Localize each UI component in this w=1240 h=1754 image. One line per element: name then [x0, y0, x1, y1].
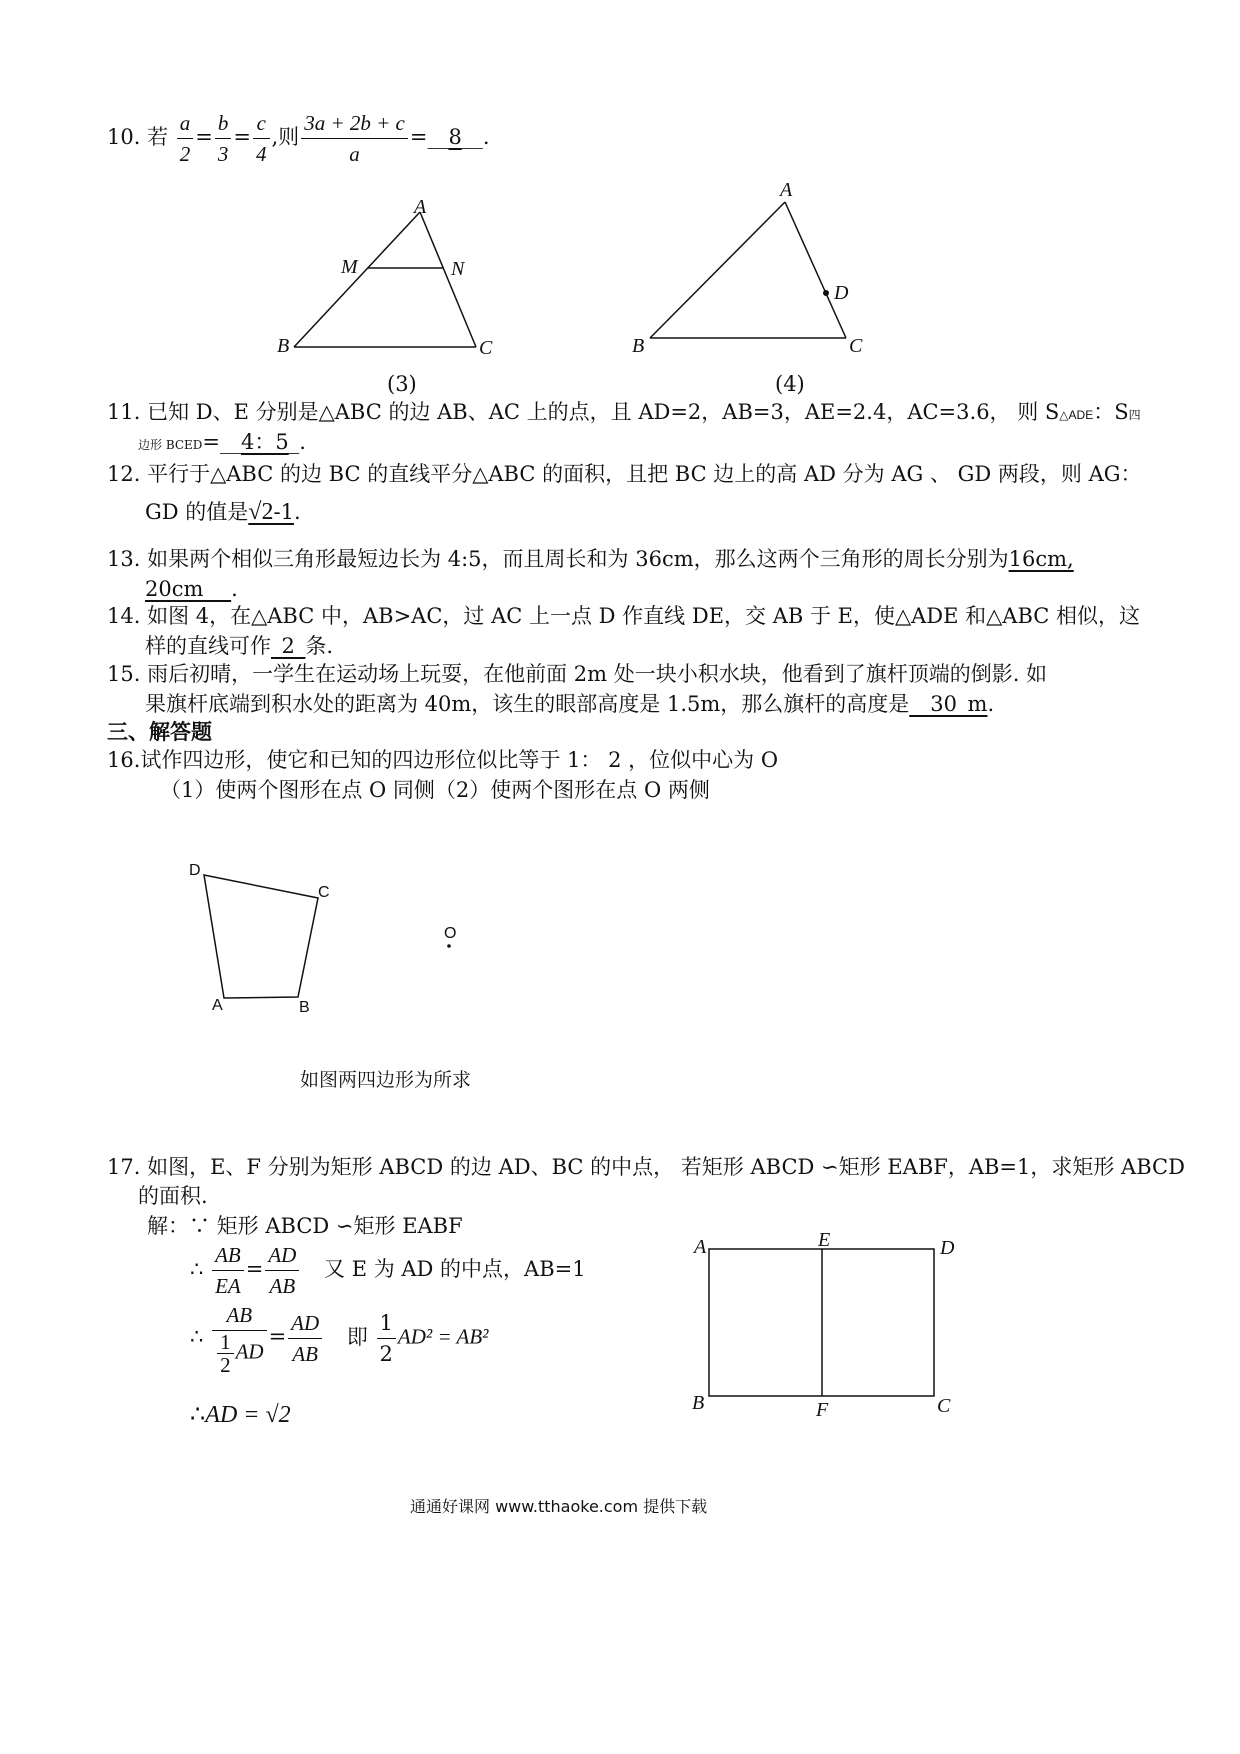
- period: _.: [288, 430, 306, 454]
- denominator: 2: [179, 142, 191, 166]
- fraction-ab-ea: [212, 1240, 244, 1301]
- quadrilateral-figure: [180, 860, 480, 1020]
- label-f: F: [816, 1399, 829, 1421]
- solution-note: 又 E 为 AD 的中点，AB=1: [324, 1257, 586, 1281]
- therefore-symbol: ∴: [190, 1257, 204, 1281]
- label-n: N: [451, 258, 465, 280]
- label-d: D: [834, 282, 849, 304]
- denominator: AB: [269, 1274, 296, 1298]
- center-point-o: [447, 944, 451, 948]
- numerator: AB: [212, 1240, 244, 1271]
- answer: -1: [273, 500, 294, 524]
- question-12: 12. 平行于△ABC 的边 BC 的直线平分△ABC 的面积，且把 BC 边上的高 AD 分为 AG 、 GD 两段，则 AG：: [107, 462, 1142, 486]
- question-11-line2: [138, 428, 306, 459]
- denominator: 2: [379, 1341, 393, 1366]
- period: .: [231, 577, 238, 601]
- numerator: a: [177, 108, 194, 139]
- point-d: [823, 290, 829, 296]
- label-c: C: [849, 335, 863, 357]
- label-d: D: [940, 1237, 955, 1259]
- numerator: AD: [288, 1308, 322, 1339]
- question-16-line2: （1）使两个图形在点 O 同侧（2）使两个图形在点 O 两侧: [160, 778, 710, 802]
- therefore-symbol: ∴: [190, 1324, 204, 1349]
- question-11: [107, 398, 1141, 429]
- answer-2: 20cm __: [145, 577, 232, 601]
- label-b: B: [692, 1392, 705, 1414]
- figure-4-caption: (4): [775, 372, 805, 396]
- label-b: B: [632, 335, 645, 357]
- answer: __30_m: [909, 692, 988, 716]
- question-16: 16.试作四边形，使它和已知的四边形位似比等于 1： 2 ，位似中心为 O: [107, 748, 779, 772]
- q12-text: GD 的值是: [145, 500, 249, 524]
- label-c: C: [479, 337, 493, 359]
- figure-caption: 如图两四边形为所求: [300, 1069, 472, 1091]
- figure-3-caption: (3): [387, 372, 417, 396]
- equals: =__: [202, 430, 242, 454]
- label-c: C: [937, 1395, 951, 1417]
- label-a: A: [780, 179, 793, 201]
- fraction-one-half: [217, 1331, 234, 1376]
- label-c: C: [318, 884, 330, 901]
- label-a: A: [694, 1236, 707, 1258]
- q11-subscript-ade: △ADE: [1059, 408, 1094, 422]
- solution-line-2: ∴ $\frac{AB}{EA}$ = $\frac{AD}{AB}$ 又 E 为 AD 的中点，AB=1: [190, 1240, 586, 1301]
- question-10: 10. 若 $\frac{a}{2}$ = $\frac{b}{3}$ = $\frac{c}{4}$ ,则 $\frac{3a + 2b + c}{a}$ =__8__.: [107, 108, 490, 169]
- label-a: A: [414, 196, 427, 218]
- numerator: c: [253, 108, 270, 139]
- solution-line-3: ∴ AB $\frac{1}{2}$ AD = $\frac{AD}{AB}$ 即 $\frac{1}{2}$ AD² = AB²: [190, 1300, 488, 1376]
- fraction-ad-ab: [288, 1308, 322, 1369]
- label-d: D: [189, 862, 201, 879]
- fraction-c-4: [253, 108, 270, 169]
- section-heading: 三、解答题: [107, 719, 212, 744]
- question-12-line2: [145, 498, 301, 526]
- q14-end: 条.: [305, 634, 334, 658]
- ad-term: AD: [235, 1339, 264, 1364]
- denominator: [212, 1331, 267, 1376]
- question-14: 14. 如图 4，在△ABC 中，AB>AC，过 AC 上一点 D 作直线 DE，交 AB 于 E，使△ADE 和△ABC 相似，这: [107, 604, 1141, 628]
- numerator: AB: [212, 1300, 267, 1331]
- side-ab: [650, 202, 785, 338]
- numerator: 3a + 2b + c: [301, 108, 408, 139]
- label-b: B: [299, 999, 310, 1016]
- period: .: [293, 500, 301, 524]
- q11-subscript-si: 四: [1128, 408, 1141, 422]
- side-ab: [294, 212, 420, 347]
- question-17: 17. 如图，E、F 分别为矩形 ABCD 的边 AD、BC 的中点， 若矩形 ABCD ∽矩形 EABF，AB=1，求矩形 ABCD: [107, 1155, 1185, 1179]
- label-a: A: [212, 997, 223, 1014]
- fraction-b-3: [215, 108, 232, 169]
- question-13: [107, 545, 1074, 573]
- fraction-ab-half-ad: [212, 1300, 267, 1376]
- question-number: 10.: [107, 125, 141, 149]
- answer: _2_: [271, 634, 306, 658]
- fraction-one-half: [377, 1308, 396, 1369]
- period: .: [482, 125, 490, 149]
- q11-subscript-bced: 边形 BCED: [138, 438, 203, 452]
- denominator: AB: [292, 1341, 318, 1366]
- therefore-symbol: ∴: [190, 1402, 206, 1428]
- q10-prefix: 若: [147, 125, 169, 149]
- answer-sqrt: √2: [248, 499, 274, 525]
- answer: 8: [448, 125, 462, 149]
- answer: 4：5: [241, 430, 289, 454]
- q11-text: 11. 已知 D、E 分别是△ABC 的边 AB、AC 上的点，且 AD=2，AB=3，AE=2.4，AC=3.6， 则 S: [107, 400, 1060, 424]
- label-e: E: [818, 1229, 831, 1251]
- equals: =: [409, 125, 428, 149]
- denominator: 3: [217, 142, 229, 166]
- equation: AD² = AB²: [397, 1324, 489, 1349]
- solution-line-1: 解：∵ 矩形 ABCD ∽矩形 EABF: [147, 1214, 463, 1238]
- question-14-line2: [145, 632, 333, 660]
- numerator: 1: [217, 1331, 234, 1354]
- denominator: a: [349, 142, 360, 166]
- label-o: O: [444, 925, 457, 942]
- question-13-line2: [145, 575, 238, 603]
- quadrilateral-abcd: [204, 875, 318, 998]
- q10-then: ,则: [271, 125, 300, 149]
- numerator: AD: [265, 1240, 299, 1271]
- numerator: b: [215, 108, 232, 139]
- fraction-expression: [301, 108, 408, 169]
- ji-word: 即: [346, 1324, 368, 1349]
- side-ac: [420, 212, 476, 347]
- denominator: EA: [215, 1274, 241, 1298]
- answer-1: 16cm,: [1008, 547, 1074, 571]
- q14-text: 样的直线可作: [145, 634, 271, 658]
- side-ac: [785, 202, 849, 338]
- question-15: 15. 雨后初晴，一学生在运动场上玩耍，在他前面 2m 处一块小积水块，他看到了旗杆顶端的倒影. 如: [107, 662, 1048, 686]
- figure-4-triangle: [630, 180, 870, 370]
- denominator: 4: [256, 142, 267, 166]
- q13-text: 13. 如果两个相似三角形最短边长为 4:5，而且周长和为 36cm，那么这两个三角形的周长分别为: [107, 547, 1009, 571]
- label-b: B: [277, 335, 290, 357]
- numerator: 1: [377, 1308, 396, 1339]
- figure-3-triangle: [270, 190, 530, 390]
- final-answer: AD = √2: [205, 1402, 291, 1428]
- question-17-line2: 的面积.: [138, 1184, 208, 1208]
- q15-text: 果旗杆底端到积水处的距离为 40m，该生的眼部高度是 1.5m，那么旗杆的高度是: [145, 692, 910, 716]
- fraction-a-2: [177, 108, 194, 169]
- q11-ratio-sep: ：S: [1093, 400, 1129, 424]
- question-15-line2: [145, 690, 994, 718]
- period: .: [987, 692, 995, 716]
- fraction-ad-ab: [265, 1240, 299, 1301]
- footer-text: 通通好课网 www.tthaoke.com 提供下载: [410, 1497, 708, 1516]
- denominator: 2: [220, 1353, 231, 1377]
- label-m: M: [341, 256, 358, 278]
- solution-final: [190, 1400, 291, 1429]
